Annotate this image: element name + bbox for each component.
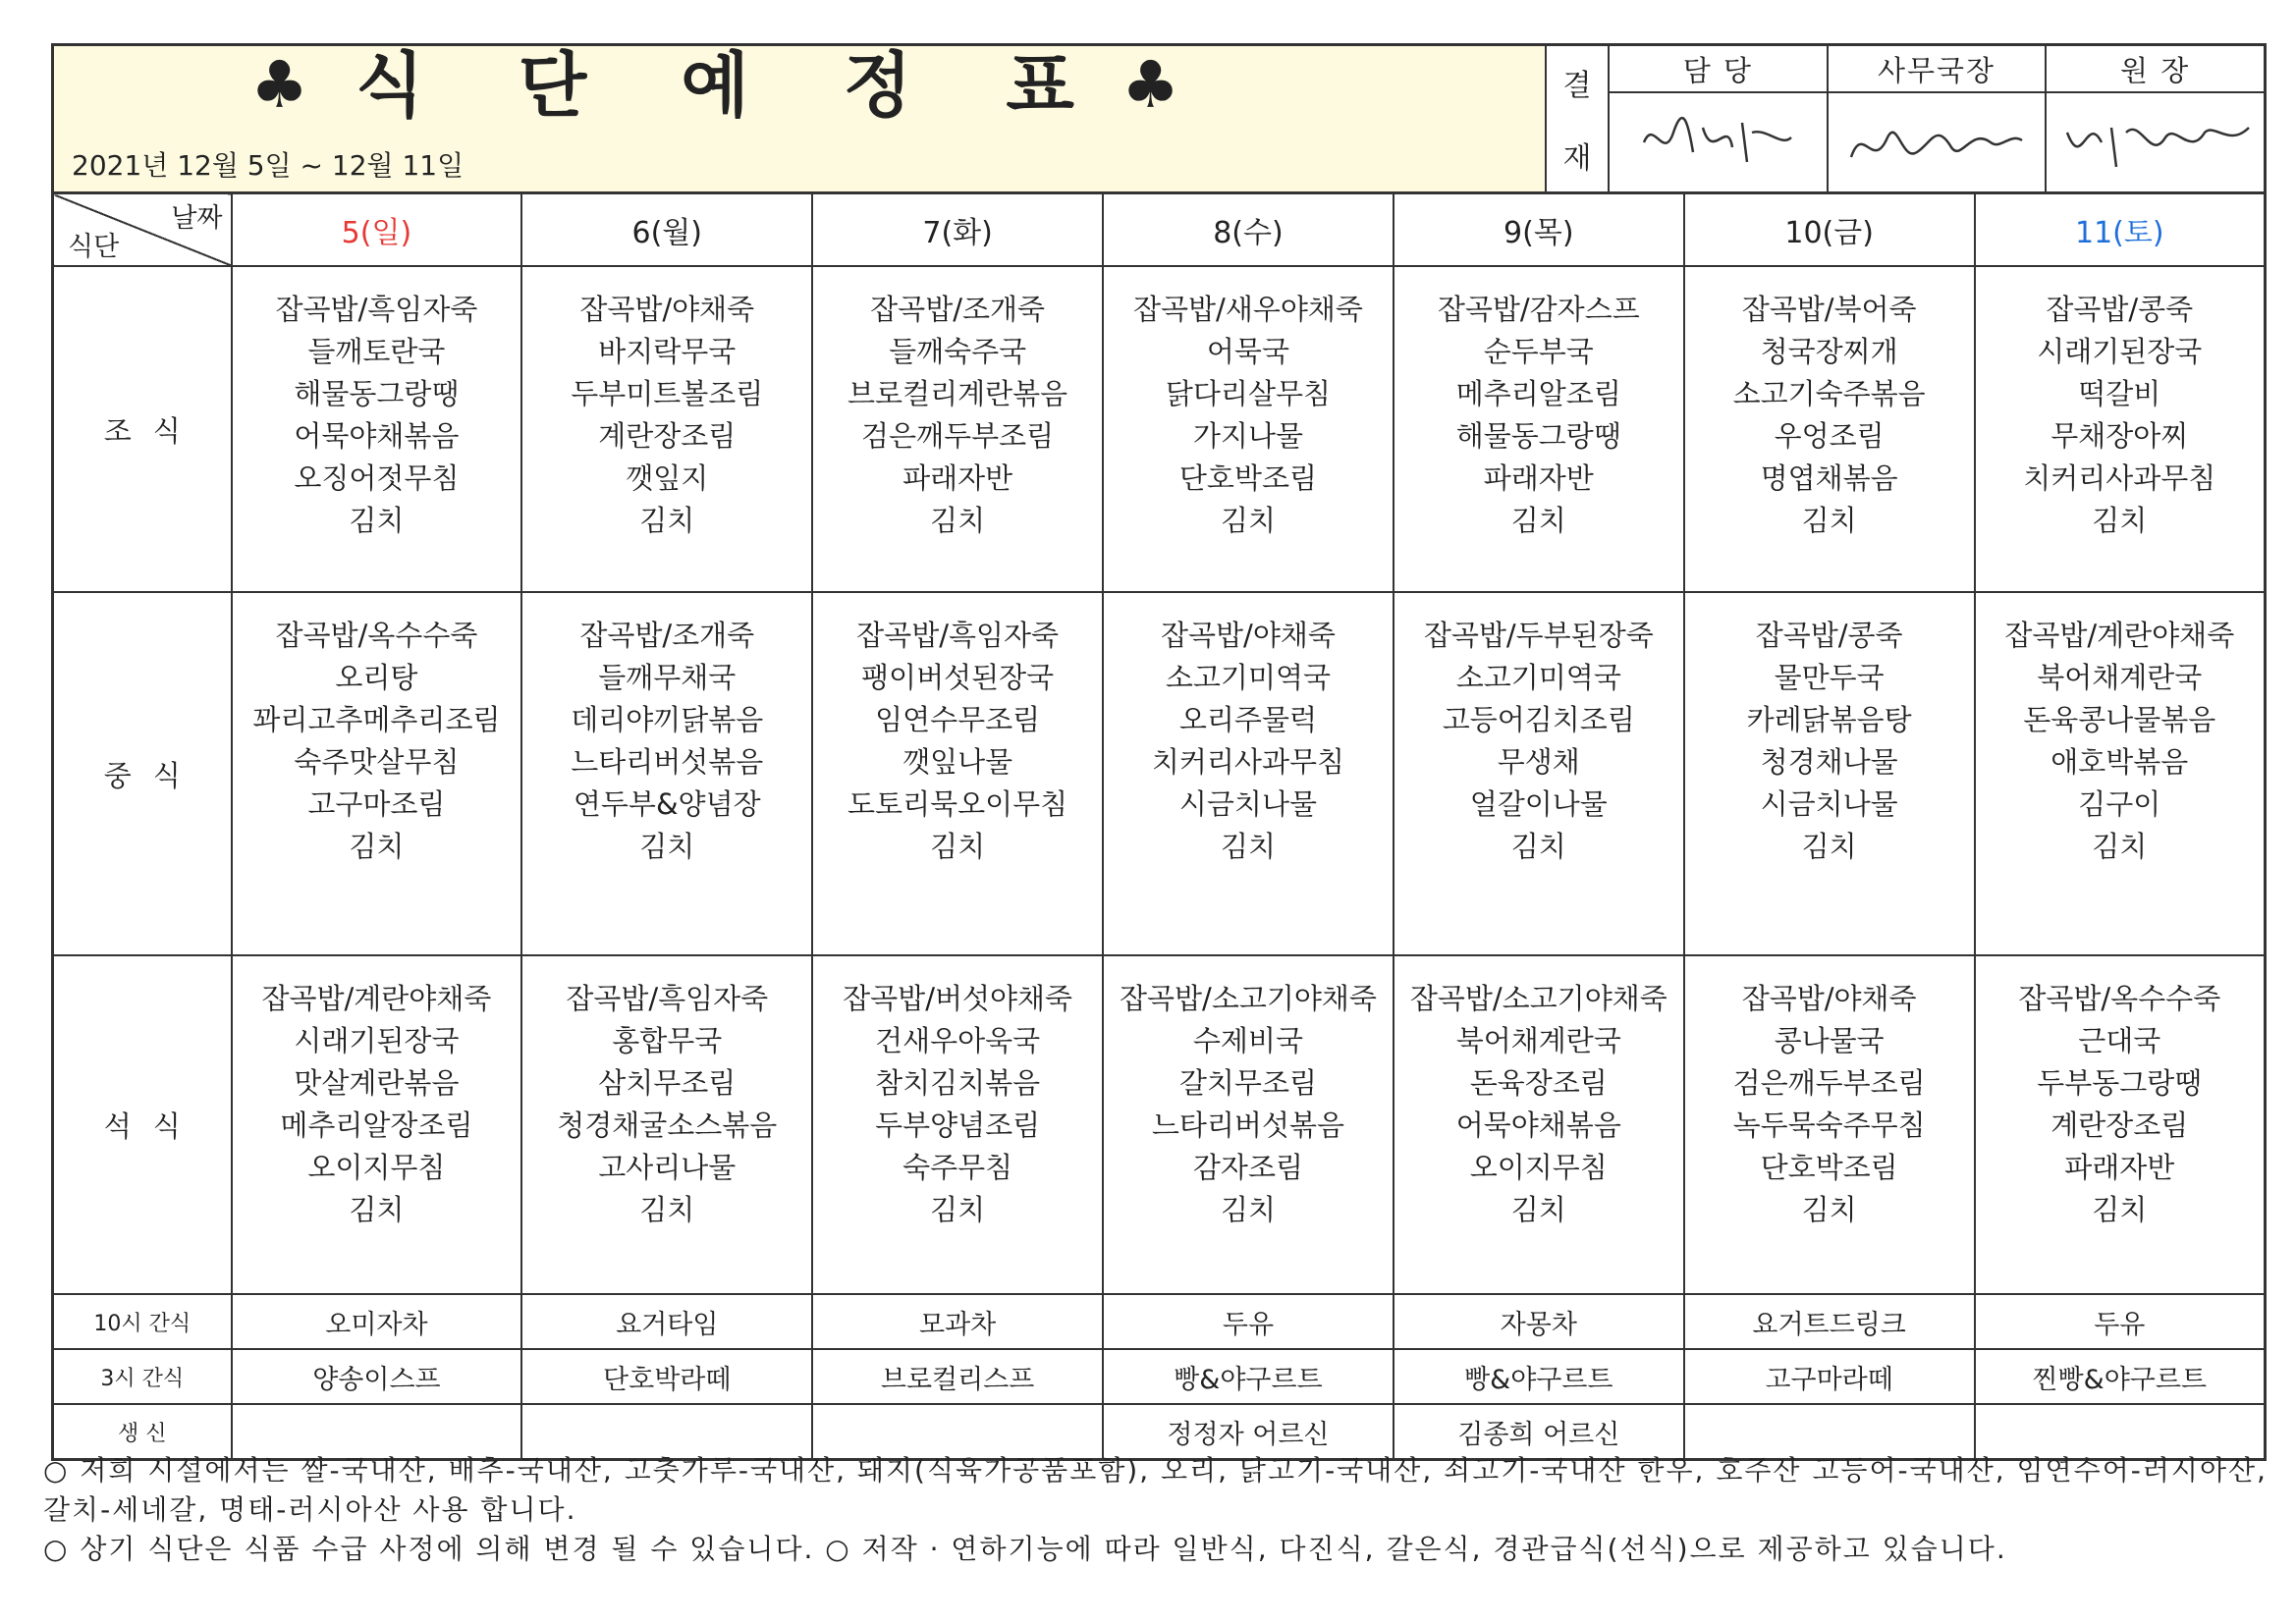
dish-item: 꽈리고추메추리조림 — [252, 703, 501, 736]
dish-item: 순두부국 — [1483, 335, 1594, 368]
dish-item: 잡곡밥/버섯야채죽 — [843, 982, 1073, 1015]
dish-item: 잡곡밥/옥수수죽 — [2018, 982, 2221, 1015]
dish-item: 계란장조림 — [2050, 1109, 2189, 1142]
dish-item: 잡곡밥/조개죽 — [579, 619, 755, 652]
dish-item: 김치 — [349, 830, 405, 863]
snack-cell: 고구마라떼 — [1684, 1349, 1975, 1404]
dish-item: 근대국 — [2078, 1024, 2161, 1057]
dish-item: 가지나물 — [1192, 419, 1303, 453]
dish-item: 잡곡밥/새우야채죽 — [1133, 293, 1363, 326]
dish-item: 검은깨두부조림 — [861, 419, 1055, 453]
dish-item: 고구마조림 — [307, 787, 446, 821]
dish-item: 검은깨두부조림 — [1732, 1066, 1926, 1100]
title-char: 단 — [518, 44, 587, 127]
dish-item: 두부동그랑땡 — [2037, 1066, 2203, 1100]
dish-item: 어묵야채볶음 — [1455, 1109, 1621, 1142]
dish-item: 두부미트볼조림 — [571, 377, 764, 410]
title-char: 정 — [843, 44, 912, 127]
dish-item: 잡곡밥/계란야채죽 — [2004, 619, 2235, 652]
dish-item: 잡곡밥/야채죽 — [1161, 619, 1336, 652]
dish-item: 오이지무침 — [307, 1151, 446, 1184]
dish-item: 김치 — [930, 830, 986, 863]
dish-item: 소고기미역국 — [1455, 661, 1621, 694]
dish-item: 파래자반 — [1483, 461, 1594, 495]
snack-cell: 브로컬리스프 — [812, 1349, 1103, 1404]
dish-item: 브로컬리계란볶음 — [847, 377, 1068, 410]
dish-item: 맛살계란볶음 — [294, 1066, 460, 1100]
dish-item: 느타리버섯볶음 — [571, 745, 764, 779]
dish-item: 무채장아찌 — [2050, 419, 2189, 453]
meal-cell — [1103, 592, 1394, 955]
dish-item: 파래자반 — [902, 461, 1013, 495]
meal-cell — [1975, 266, 2266, 592]
day-header: 6(월) — [521, 193, 812, 267]
dish-item: 메추리알장조림 — [280, 1109, 473, 1142]
dish-item: 잡곡밥/소고기야채죽 — [1409, 982, 1667, 1015]
dish-item: 물만두국 — [1774, 661, 1885, 694]
birthday-label: 생 신 — [53, 1404, 232, 1460]
dish-item: 잡곡밥/흑임자죽 — [275, 293, 478, 326]
dish-item: 김치 — [930, 1193, 986, 1226]
dish-item: 시래기된장국 — [2037, 335, 2203, 368]
dish-item: 들깨토란국 — [307, 335, 446, 368]
date-range: 2021년 12월 5일 ~ 12월 11일 — [72, 149, 465, 182]
meal-cell — [1684, 955, 1975, 1294]
dish-item: 시금치나물 — [1178, 787, 1317, 821]
snack-cell: 단호박라떼 — [521, 1349, 812, 1404]
meal-label-dinner: 석식 — [53, 955, 232, 1294]
note-change: ○ 상기 식단은 식품 수급 사정에 의해 변경 될 수 있습니다. ○ 저작 · 연하기능에 따라 일반식, 다진식, 갈은식, 경관급식(선식)으로 제공하고 있습니다. — [43, 1533, 2007, 1565]
day-header: 10(금) — [1684, 193, 1975, 267]
snack-cell: 자몽차 — [1394, 1294, 1684, 1349]
title-area — [54, 46, 1547, 191]
meal-cell — [1394, 592, 1684, 955]
meal-cell — [521, 266, 812, 592]
dish-item: 두부양념조림 — [875, 1109, 1041, 1142]
dish-item: 참치김치볶음 — [875, 1066, 1041, 1100]
meal-cell — [1103, 955, 1394, 1294]
approval-label-bottom: 재 — [1562, 141, 1592, 176]
dish-item: 해물동그랑땡 — [1455, 419, 1621, 453]
dish-item: 북어채계란국 — [1455, 1024, 1621, 1057]
approval-col-director — [2047, 46, 2264, 191]
dish-item: 청경채굴소스볶음 — [557, 1109, 778, 1142]
meal-label-breakfast: 조식 — [53, 266, 232, 592]
dish-item: 고사리나물 — [598, 1151, 737, 1184]
dish-item: 숙주맛살무침 — [294, 745, 460, 779]
dish-item: 김치 — [639, 504, 695, 537]
dish-item: 얼갈이나물 — [1469, 787, 1608, 821]
day-header: 9(목) — [1394, 193, 1684, 267]
approval-label-top: 결 — [1562, 69, 1592, 103]
meal-cell — [521, 592, 812, 955]
dish-item: 잡곡밥/두부된장죽 — [1423, 619, 1654, 652]
club-icon: ♣ — [1121, 47, 1180, 123]
dish-item: 잡곡밥/흑임자죽 — [566, 982, 769, 1015]
meal-cell — [812, 266, 1103, 592]
approval-label — [1547, 46, 1610, 191]
day-header: 8(수) — [1103, 193, 1394, 267]
snack-am-row — [53, 1294, 2266, 1349]
dish-item: 치커리사과무침 — [1151, 745, 1344, 779]
dish-item: 김치 — [1220, 1193, 1276, 1226]
dish-item: 김치 — [1801, 830, 1857, 863]
meal-cell — [232, 592, 522, 955]
dish-item: 숙주무침 — [902, 1151, 1013, 1184]
dish-item: 돈육콩나물볶음 — [2023, 703, 2216, 736]
dish-item: 김구이 — [2078, 787, 2161, 821]
dish-item: 김치 — [1220, 504, 1276, 537]
snack-cell: 요거트드링크 — [1684, 1294, 1975, 1349]
dish-item: 돈육장조림 — [1469, 1066, 1608, 1100]
meal-cell — [1103, 266, 1394, 592]
dish-item: 팽이버섯된장국 — [861, 661, 1055, 694]
day-header: 5(일) — [232, 193, 522, 267]
dish-item: 소고기숙주볶음 — [1732, 377, 1926, 410]
snack-pm-row — [53, 1349, 2266, 1404]
club-icon: ♣ — [250, 47, 309, 123]
dish-item: 떡갈비 — [2078, 377, 2161, 410]
dish-item: 들깨숙주국 — [889, 335, 1027, 368]
meal-cell — [1975, 592, 2266, 955]
dish-item: 잡곡밥/계란야채죽 — [261, 982, 492, 1015]
dish-item: 잡곡밥/콩죽 — [1755, 619, 1903, 652]
dish-item: 무생채 — [1497, 745, 1580, 779]
meal-cell — [1394, 266, 1684, 592]
dish-item: 파래자반 — [2064, 1151, 2175, 1184]
dish-item: 김치 — [639, 1193, 695, 1226]
corner-meal-label: 식단 — [68, 232, 120, 262]
day-header: 11(토) — [1975, 193, 2266, 267]
dish-item: 애호박볶음 — [2050, 745, 2189, 779]
title-char: 표 — [1006, 44, 1074, 127]
note-origin: ○ 저희 시설에서는 쌀-국내산, 배추-국내산, 고춧가루-국내산, 돼지(식육가공품포함), 오리, 닭고기-국내산, 쇠고기-국내산 한우, 호주산 고등어-국내산, 임연수어-러시아산, 갈치-세네갈, 명태-러시아산 사용 합니다. — [43, 1454, 2268, 1526]
title-char: 예 — [681, 44, 749, 127]
lunch-row — [53, 592, 2266, 955]
dish-item: 김치 — [1220, 830, 1276, 863]
snack-am-label: 10시 간식 — [53, 1294, 232, 1349]
snack-cell: 양송이스프 — [232, 1349, 522, 1404]
approval-role: 원 장 — [2047, 46, 2264, 93]
header — [51, 43, 2267, 191]
dish-item: 단호박조림 — [1760, 1151, 1898, 1184]
dish-item: 잡곡밥/야채죽 — [1741, 982, 1917, 1015]
dish-item: 김치 — [2092, 1193, 2148, 1226]
dish-item: 삼치무조림 — [598, 1066, 737, 1100]
dish-item: 명엽채볶음 — [1760, 461, 1898, 495]
title-char: 식 — [355, 44, 424, 127]
birthday-cell: 정정자 어르신 — [1103, 1404, 1394, 1460]
dish-item: 단호박조림 — [1178, 461, 1317, 495]
approval-role: 사무국장 — [1829, 46, 2046, 93]
meal-cell — [521, 955, 812, 1294]
dish-item: 깻잎나물 — [902, 745, 1013, 779]
dish-item: 청국장찌개 — [1760, 335, 1898, 368]
dish-item: 김치 — [1801, 1193, 1857, 1226]
approval-role: 담 당 — [1610, 46, 1827, 93]
dish-item: 잡곡밥/흑임자죽 — [856, 619, 1060, 652]
dish-item: 도토리묵오이무침 — [847, 787, 1068, 821]
dish-item: 고등어김치조림 — [1442, 703, 1635, 736]
notes — [43, 1451, 2272, 1569]
day-header: 7(화) — [812, 193, 1103, 267]
dish-item: 감자조림 — [1192, 1151, 1303, 1184]
meal-cell — [232, 266, 522, 592]
meal-cell — [812, 592, 1103, 955]
signature-1 — [1610, 93, 1827, 191]
dish-item: 시금치나물 — [1760, 787, 1898, 821]
dish-item: 잡곡밥/옥수수죽 — [275, 619, 478, 652]
dish-item: 잡곡밥/북어죽 — [1741, 293, 1917, 326]
snack-cell: 오미자차 — [232, 1294, 522, 1349]
title-row — [250, 44, 1180, 127]
dish-item: 콩나물국 — [1774, 1024, 1885, 1057]
dish-item: 건새우아욱국 — [875, 1024, 1041, 1057]
meal-cell — [1394, 955, 1684, 1294]
dish-item: 데리야끼닭볶음 — [571, 703, 764, 736]
snack-cell: 찐빵&야구르트 — [1975, 1349, 2266, 1404]
dish-item: 녹두묵숙주무침 — [1732, 1109, 1926, 1142]
dish-item: 닭다리살무침 — [1165, 377, 1331, 410]
approval-box — [1547, 46, 2264, 191]
dish-item: 잡곡밥/콩죽 — [2046, 293, 2194, 326]
dish-item: 잡곡밥/조개죽 — [870, 293, 1046, 326]
dish-item: 김치 — [2092, 504, 2148, 537]
dish-item: 어묵국 — [1206, 335, 1289, 368]
snack-cell: 빵&야구르트 — [1394, 1349, 1684, 1404]
birthday-cell: 김종희 어르신 — [1394, 1404, 1684, 1460]
menu-sheet — [51, 43, 2267, 1461]
dish-item: 오징어젓무침 — [294, 461, 460, 495]
dish-item: 잡곡밥/감자스프 — [1437, 293, 1640, 326]
meal-cell — [812, 955, 1103, 1294]
dish-item: 김치 — [1510, 504, 1566, 537]
dish-item: 깻잎지 — [626, 461, 709, 495]
dish-item: 잡곡밥/소고기야채죽 — [1120, 982, 1377, 1015]
dish-item: 시래기된장국 — [294, 1024, 460, 1057]
snack-cell: 빵&야구르트 — [1103, 1349, 1394, 1404]
dish-item: 김치 — [1801, 504, 1857, 537]
meal-cell — [1975, 955, 2266, 1294]
dish-item: 계란장조림 — [598, 419, 737, 453]
dish-item: 갈치무조림 — [1178, 1066, 1317, 1100]
dish-item: 카레닭볶음탕 — [1746, 703, 1912, 736]
dish-item: 김치 — [639, 830, 695, 863]
day-header-row — [53, 193, 2266, 267]
dish-item: 청경채나물 — [1760, 745, 1898, 779]
dish-item: 오이지무침 — [1469, 1151, 1608, 1184]
corner-cell — [53, 193, 232, 267]
dish-item: 들깨무채국 — [598, 661, 737, 694]
dish-item: 북어채계란국 — [2037, 661, 2203, 694]
meal-label-lunch: 중식 — [53, 592, 232, 955]
snack-cell: 모과차 — [812, 1294, 1103, 1349]
signature-3 — [2047, 93, 2264, 191]
dish-item: 메추리알조림 — [1455, 377, 1621, 410]
meal-cell — [1684, 592, 1975, 955]
snack-cell: 두유 — [1103, 1294, 1394, 1349]
approval-col-manager — [1610, 46, 1829, 191]
meal-cell — [232, 955, 522, 1294]
meal-cell — [1684, 266, 1975, 592]
dish-item: 오리탕 — [335, 661, 418, 694]
dish-item: 느타리버섯볶음 — [1151, 1109, 1344, 1142]
dish-item: 바지락무국 — [598, 335, 737, 368]
dish-item: 홍합무국 — [612, 1024, 723, 1057]
breakfast-row — [53, 266, 2266, 592]
dish-item: 해물동그랑땡 — [294, 377, 460, 410]
menu-table — [51, 191, 2267, 1461]
dish-item: 수제비국 — [1192, 1024, 1303, 1057]
dish-item: 소고기미역국 — [1165, 661, 1331, 694]
snack-pm-label: 3시 간식 — [53, 1349, 232, 1404]
dish-item: 치커리사과무침 — [2023, 461, 2216, 495]
dish-item: 김치 — [349, 504, 405, 537]
dish-item: 김치 — [2092, 830, 2148, 863]
signature-2 — [1829, 93, 2046, 191]
dinner-row — [53, 955, 2266, 1294]
dish-item: 잡곡밥/야채죽 — [579, 293, 755, 326]
approval-col-secretary — [1829, 46, 2048, 191]
dish-item: 김치 — [1510, 1193, 1566, 1226]
snack-cell: 요거타임 — [521, 1294, 812, 1349]
dish-item: 임연수무조림 — [875, 703, 1041, 736]
dish-item: 연두부&양념장 — [573, 787, 761, 821]
snack-cell: 두유 — [1975, 1294, 2266, 1349]
dish-item: 어묵야채볶음 — [294, 419, 460, 453]
dish-item: 김치 — [349, 1193, 405, 1226]
corner-date-label: 날짜 — [171, 203, 223, 234]
dish-item: 우엉조림 — [1774, 419, 1885, 453]
dish-item: 김치 — [1510, 830, 1566, 863]
dish-item: 오리주물럭 — [1178, 703, 1317, 736]
dish-item: 김치 — [930, 504, 986, 537]
